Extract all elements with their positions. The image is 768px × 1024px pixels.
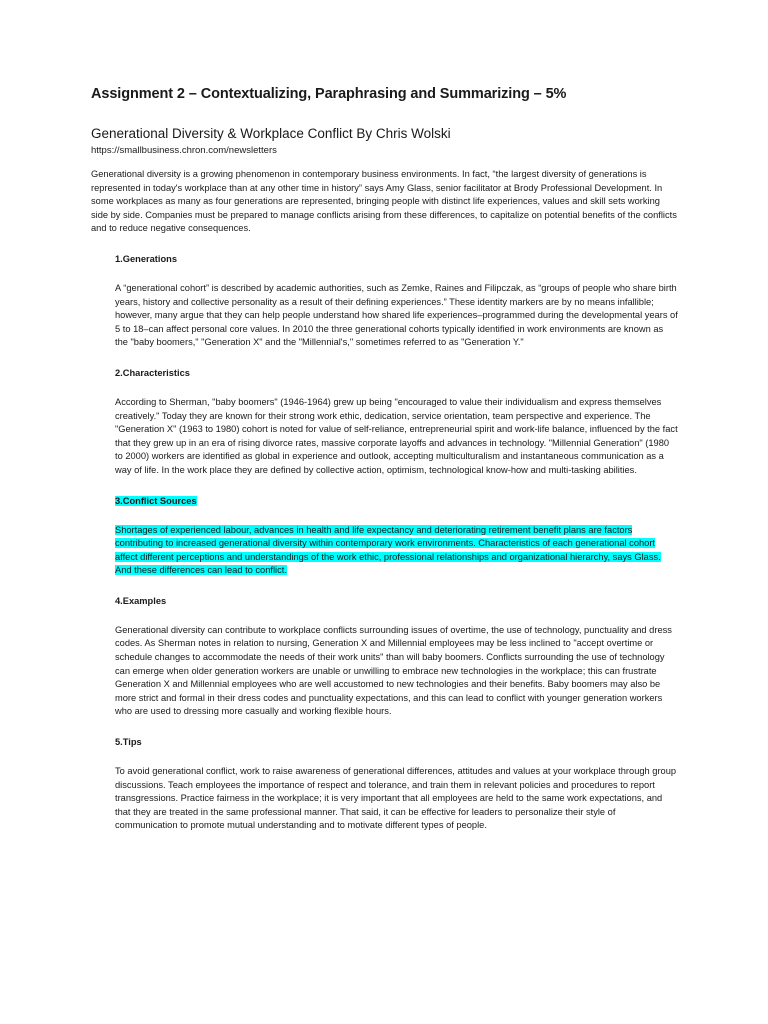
section-generations	[91, 254, 678, 350]
section-body-text: A “generational cohort” is described by academic authorities, such as Zemke, Raines and Filipczak, as “groups of people who share birth years, history and collective personality as a result of their defining experiences.” These identity markers are by no means infallible; however, many argue that they can help people understand how shared life experiences–programmed during the developmental years of 5 to 18–can affect personal core values. In 2010 the three generational cohorts typically identified in work environments are known as the "baby boomers," "Generation X" and the "Millennial's," sometimes referred to as "Generation Y."	[115, 282, 678, 348]
section-body-text: Generational diversity can contribute to workplace conflicts surrounding issues of overtime, the use of technology, punctuality and dress codes. As Sherman notes in relation to nursing, Generation X and Millennial employees may be less inclined to "accept overtime or schedule changes to accommodate the needs of their work units" than will baby boomers. Conflicts surrounding the use of technology can emerge when older generation workers are unable or unwilling to embrace new technologies in the workplace; this can frustrate Generation X and Millennial employees who are well accustomed to new technologies and their benefits. Baby boomers may also be more strict and formal in their dress codes and punctuality expectations, and this can lead to conflict with younger generation workers who are used to dressing more casually and working flexible hours.	[115, 624, 672, 717]
section-tips	[91, 737, 678, 833]
section-heading-text: 1.Generations	[115, 253, 178, 264]
section-conflict-sources	[91, 496, 678, 578]
section-characteristics	[91, 368, 678, 478]
section-heading	[115, 596, 678, 606]
section-heading	[115, 496, 678, 506]
highlighted-body-text: Shortages of experienced labour, advances in health and life expectancy and deteriorating retirement benefit plans are factors contributing to increased generational diversity within contemporary work environments. Characteristics of each generational cohort affect different perceptions and understandings of the work ethic, professional relationships and organizational hierarchy, says Glass. And these differences can lead to conflict.	[115, 524, 661, 576]
assignment-title: Assignment 2 – Contextualizing, Paraphrasing and Summarizing – 5%	[91, 86, 567, 102]
section-body-text: To avoid generational conflict, work to raise awareness of generational differences, attitudes and values at your workplace through group discussions. Teach employees the importance of respect and tolerance, and train them in relevant policies and procedures to report transgressions. Practice fairness in the workplace; it is very important that all employees are held to the same work expectations, and that they are treated in the same professional manner. That said, it can be effective for leaders to personalize their style of communication to promote mutual understanding and to motivate different types of people.	[115, 766, 677, 831]
section-heading	[115, 254, 678, 264]
section-body	[115, 524, 678, 578]
section-body	[115, 765, 678, 833]
section-body	[115, 282, 678, 350]
section-heading-text: 4.Examples	[115, 595, 167, 606]
article-title: Generational Diversity & Workplace Conflict By Chris Wolski	[91, 126, 451, 141]
highlighted-heading-text: 3.Conflict Sources	[115, 495, 197, 506]
section-body	[115, 396, 678, 478]
section-examples	[91, 596, 678, 719]
section-body	[115, 624, 678, 719]
intro-paragraph: Generational diversity is a growing phenomenon in contemporary business environments. In fact, “the largest diversity of generations is represented in today's workplace than at any other time in history” says Amy Glass, senior facilitator at Brody Professional Development. In some workplaces as many as four generations are represented, bringing people with distinct life experiences, values and skill sets working side by side. Companies must be prepared to manage conflicts arising from these differences, to capitalize on potential benefits of the conflicts and to reduce negative consequences.	[91, 169, 677, 234]
section-heading	[115, 737, 678, 747]
section-heading	[115, 368, 678, 378]
section-body-text: According to Sherman, "baby boomers" (1946-1964) grew up being "encouraged to value their individualism and express themselves creatively." Today they are known for their strong work ethic, dedication, service orientation, team perspective and experience. The "Generation X" (1963 to 1980) cohort is noted for value of self-reliance, entrepreneurial spirit and work-life balance, influenced by the fact that they grew up in an era of rising divorce rates, massive corporate layoffs and advances in technology. "Millennial Generation" (1980 to 2000) workers are identified as global in experience and outlook, accepting multiculturalism and instantaneous communication as a way of life. In the work place they are defined by collective action, optimism, technological know-how and multi-tasking abilities.	[115, 396, 678, 475]
section-heading-text: 5.Tips	[115, 737, 142, 748]
source-url: https://smallbusiness.chron.com/newsletters	[91, 145, 277, 156]
section-heading-text: 2.Characteristics	[115, 367, 190, 378]
